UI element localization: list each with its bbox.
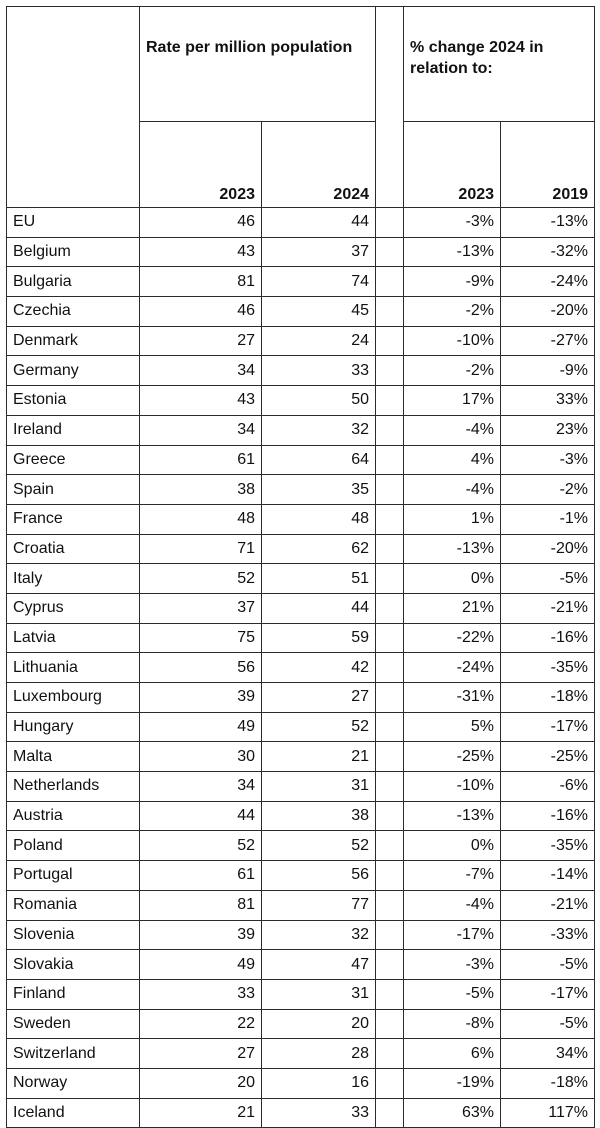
change-2023-cell: -5%: [404, 979, 501, 1009]
country-cell: France: [7, 504, 140, 534]
change-2019-cell: -18%: [501, 683, 595, 713]
change-2023-cell: -17%: [404, 920, 501, 950]
country-cell: Poland: [7, 831, 140, 861]
separator-cell: [376, 297, 404, 327]
change-2023-cell: -13%: [404, 801, 501, 831]
separator-cell: [376, 1068, 404, 1098]
rate-2024-cell: 74: [262, 267, 376, 297]
rate-2023-cell: 43: [140, 237, 262, 267]
country-cell: Belgium: [7, 237, 140, 267]
rate-2023-cell: 52: [140, 564, 262, 594]
rate-2023-cell: 21: [140, 1098, 262, 1128]
change-2019-cell: -17%: [501, 979, 595, 1009]
country-cell: Lithuania: [7, 653, 140, 683]
rate-2024-cell: 38: [262, 801, 376, 831]
table-row: [7, 208, 595, 238]
rate-2023-cell: 34: [140, 415, 262, 445]
change-2023-cell: -2%: [404, 356, 501, 386]
separator-cell: [376, 237, 404, 267]
column-header-change-2023: 2023: [404, 122, 501, 208]
change-2019-cell: -20%: [501, 534, 595, 564]
table-body: [7, 7, 595, 1128]
table-row: [7, 267, 595, 297]
rate-2023-cell: 81: [140, 890, 262, 920]
change-2019-cell: -5%: [501, 564, 595, 594]
column-header-change-2019: 2019: [501, 122, 595, 208]
rate-2023-cell: 27: [140, 1039, 262, 1069]
table-row: [7, 1009, 595, 1039]
change-2019-cell: -32%: [501, 237, 595, 267]
table-row: [7, 979, 595, 1009]
separator-cell: [376, 534, 404, 564]
table-row: [7, 1098, 595, 1128]
separator-cell: [376, 623, 404, 653]
table-row: [7, 386, 595, 416]
separator-cell: [376, 861, 404, 891]
separator-cell: [376, 801, 404, 831]
rate-2023-cell: 46: [140, 297, 262, 327]
rate-2024-cell: 16: [262, 1068, 376, 1098]
change-2019-cell: -6%: [501, 772, 595, 802]
rate-2023-cell: 43: [140, 386, 262, 416]
table-row: [7, 504, 595, 534]
change-2019-cell: -13%: [501, 208, 595, 238]
country-cell: Italy: [7, 564, 140, 594]
rate-2023-cell: 75: [140, 623, 262, 653]
change-2023-cell: -3%: [404, 208, 501, 238]
rate-2024-cell: 48: [262, 504, 376, 534]
change-2019-cell: 34%: [501, 1039, 595, 1069]
change-2019-cell: -16%: [501, 801, 595, 831]
table-row: [7, 534, 595, 564]
separator-cell: [376, 831, 404, 861]
change-2019-cell: -27%: [501, 326, 595, 356]
change-2023-cell: -2%: [404, 297, 501, 327]
change-2023-cell: -3%: [404, 950, 501, 980]
country-cell: Netherlands: [7, 772, 140, 802]
separator-cell: [376, 772, 404, 802]
separator-cell: [376, 1009, 404, 1039]
change-2023-cell: 6%: [404, 1039, 501, 1069]
change-2023-cell: 1%: [404, 504, 501, 534]
separator-cell: [376, 356, 404, 386]
change-2019-cell: 117%: [501, 1098, 595, 1128]
country-cell: Portugal: [7, 861, 140, 891]
change-2019-cell: -2%: [501, 475, 595, 505]
table-row: [7, 593, 595, 623]
country-cell: Germany: [7, 356, 140, 386]
country-cell: Slovakia: [7, 950, 140, 980]
change-2023-cell: -22%: [404, 623, 501, 653]
country-cell: Iceland: [7, 1098, 140, 1128]
change-2019-cell: 23%: [501, 415, 595, 445]
separator-cell: [376, 950, 404, 980]
change-2019-cell: -18%: [501, 1068, 595, 1098]
change-2019-cell: -3%: [501, 445, 595, 475]
country-cell: EU: [7, 208, 140, 238]
change-2019-cell: 33%: [501, 386, 595, 416]
change-2023-cell: 63%: [404, 1098, 501, 1128]
separator-cell: [376, 742, 404, 772]
change-2023-cell: -9%: [404, 267, 501, 297]
country-cell: Austria: [7, 801, 140, 831]
separator-cell: [376, 653, 404, 683]
table-row: [7, 297, 595, 327]
rate-2024-cell: 51: [262, 564, 376, 594]
change-2023-cell: 21%: [404, 593, 501, 623]
change-2023-cell: -8%: [404, 1009, 501, 1039]
change-2019-cell: -33%: [501, 920, 595, 950]
country-cell: Finland: [7, 979, 140, 1009]
change-2023-cell: -4%: [404, 415, 501, 445]
separator-cell: [376, 920, 404, 950]
change-2019-cell: -20%: [501, 297, 595, 327]
change-2019-cell: -35%: [501, 831, 595, 861]
separator-cell: [376, 712, 404, 742]
rate-2023-cell: 48: [140, 504, 262, 534]
rate-2023-cell: 37: [140, 593, 262, 623]
separator-cell: [376, 504, 404, 534]
rate-2023-cell: 71: [140, 534, 262, 564]
change-group-header: % change 2024 in relation to:: [404, 7, 595, 122]
table-row: [7, 475, 595, 505]
separator-cell: [376, 1039, 404, 1069]
rate-table: [6, 6, 595, 1128]
change-2023-cell: -7%: [404, 861, 501, 891]
table-row: [7, 890, 595, 920]
country-cell: Luxembourg: [7, 683, 140, 713]
country-cell: Greece: [7, 445, 140, 475]
rate-2024-cell: 33: [262, 1098, 376, 1128]
country-cell: Romania: [7, 890, 140, 920]
rate-2024-cell: 47: [262, 950, 376, 980]
separator-cell: [376, 267, 404, 297]
table-row: [7, 326, 595, 356]
separator-cell: [376, 445, 404, 475]
rate-2023-cell: 44: [140, 801, 262, 831]
rate-2023-cell: 61: [140, 445, 262, 475]
rate-2024-cell: 64: [262, 445, 376, 475]
change-2019-cell: -17%: [501, 712, 595, 742]
separator-column-header: [376, 7, 404, 208]
change-2023-cell: 17%: [404, 386, 501, 416]
rate-2024-cell: 31: [262, 979, 376, 1009]
change-2019-cell: -21%: [501, 593, 595, 623]
change-2019-cell: -16%: [501, 623, 595, 653]
rate-2024-cell: 37: [262, 237, 376, 267]
change-2023-cell: -19%: [404, 1068, 501, 1098]
table-row: [7, 801, 595, 831]
rate-group-header: Rate per million population: [140, 7, 376, 122]
rate-2024-cell: 32: [262, 415, 376, 445]
separator-cell: [376, 208, 404, 238]
table-row: [7, 742, 595, 772]
rate-2024-cell: 32: [262, 920, 376, 950]
rate-2024-cell: 52: [262, 712, 376, 742]
rate-2023-cell: 49: [140, 950, 262, 980]
country-cell: Denmark: [7, 326, 140, 356]
country-cell: Croatia: [7, 534, 140, 564]
column-header-rate-2023: 2023: [140, 122, 262, 208]
change-2019-cell: -9%: [501, 356, 595, 386]
rate-2023-cell: 20: [140, 1068, 262, 1098]
table-row: [7, 237, 595, 267]
rate-2024-cell: 20: [262, 1009, 376, 1039]
rate-2023-cell: 33: [140, 979, 262, 1009]
country-cell: Latvia: [7, 623, 140, 653]
rate-2023-cell: 34: [140, 356, 262, 386]
rate-2023-cell: 30: [140, 742, 262, 772]
change-2023-cell: -4%: [404, 475, 501, 505]
separator-cell: [376, 326, 404, 356]
table-row: [7, 950, 595, 980]
table-row: [7, 356, 595, 386]
rate-2024-cell: 24: [262, 326, 376, 356]
separator-cell: [376, 386, 404, 416]
header-row-groups: [7, 7, 595, 122]
change-2019-cell: -1%: [501, 504, 595, 534]
rate-2024-cell: 52: [262, 831, 376, 861]
country-cell: Sweden: [7, 1009, 140, 1039]
separator-cell: [376, 683, 404, 713]
table-row: [7, 861, 595, 891]
rate-2024-cell: 56: [262, 861, 376, 891]
rate-2023-cell: 56: [140, 653, 262, 683]
table-row: [7, 564, 595, 594]
rate-2024-cell: 33: [262, 356, 376, 386]
change-2023-cell: 5%: [404, 712, 501, 742]
change-2023-cell: -4%: [404, 890, 501, 920]
table-row: [7, 445, 595, 475]
rate-2023-cell: 49: [140, 712, 262, 742]
table-row: [7, 1068, 595, 1098]
rate-2024-cell: 31: [262, 772, 376, 802]
rate-2023-cell: 39: [140, 683, 262, 713]
table-row: [7, 831, 595, 861]
rate-2024-cell: 45: [262, 297, 376, 327]
change-2019-cell: -14%: [501, 861, 595, 891]
rate-2024-cell: 50: [262, 386, 376, 416]
country-cell: Ireland: [7, 415, 140, 445]
country-cell: Switzerland: [7, 1039, 140, 1069]
table-row: [7, 653, 595, 683]
column-header-rate-2024: 2024: [262, 122, 376, 208]
country-cell: Bulgaria: [7, 267, 140, 297]
rate-2023-cell: 61: [140, 861, 262, 891]
change-2023-cell: 0%: [404, 831, 501, 861]
separator-cell: [376, 475, 404, 505]
rate-2024-cell: 77: [262, 890, 376, 920]
change-2019-cell: -5%: [501, 950, 595, 980]
country-cell: Czechia: [7, 297, 140, 327]
table-row: [7, 1039, 595, 1069]
rate-2024-cell: 59: [262, 623, 376, 653]
rate-2023-cell: 34: [140, 772, 262, 802]
change-2023-cell: -10%: [404, 772, 501, 802]
change-2023-cell: 4%: [404, 445, 501, 475]
rate-2023-cell: 46: [140, 208, 262, 238]
country-cell: Malta: [7, 742, 140, 772]
change-2023-cell: -31%: [404, 683, 501, 713]
separator-cell: [376, 1098, 404, 1128]
table-row: [7, 920, 595, 950]
change-2023-cell: -24%: [404, 653, 501, 683]
country-cell: Estonia: [7, 386, 140, 416]
country-cell: Spain: [7, 475, 140, 505]
separator-cell: [376, 890, 404, 920]
change-2023-cell: 0%: [404, 564, 501, 594]
rate-2024-cell: 44: [262, 593, 376, 623]
change-2019-cell: -5%: [501, 1009, 595, 1039]
table-row: [7, 712, 595, 742]
change-2019-cell: -24%: [501, 267, 595, 297]
country-cell: Slovenia: [7, 920, 140, 950]
change-2019-cell: -35%: [501, 653, 595, 683]
change-2023-cell: -13%: [404, 237, 501, 267]
rate-2024-cell: 27: [262, 683, 376, 713]
rate-2024-cell: 21: [262, 742, 376, 772]
rate-2024-cell: 28: [262, 1039, 376, 1069]
change-2023-cell: -10%: [404, 326, 501, 356]
rate-2023-cell: 27: [140, 326, 262, 356]
table-row: [7, 415, 595, 445]
country-cell: Hungary: [7, 712, 140, 742]
table-row: [7, 683, 595, 713]
change-2019-cell: -25%: [501, 742, 595, 772]
rate-2024-cell: 62: [262, 534, 376, 564]
country-cell: Cyprus: [7, 593, 140, 623]
separator-cell: [376, 564, 404, 594]
separator-cell: [376, 415, 404, 445]
table-row: [7, 623, 595, 653]
separator-cell: [376, 979, 404, 1009]
rate-2023-cell: 22: [140, 1009, 262, 1039]
table-row: [7, 772, 595, 802]
rate-2023-cell: 38: [140, 475, 262, 505]
change-2023-cell: -13%: [404, 534, 501, 564]
rate-2024-cell: 35: [262, 475, 376, 505]
rate-2023-cell: 52: [140, 831, 262, 861]
separator-cell: [376, 593, 404, 623]
change-2019-cell: -21%: [501, 890, 595, 920]
header-country-cell: [7, 7, 140, 208]
change-2023-cell: -25%: [404, 742, 501, 772]
rate-2023-cell: 81: [140, 267, 262, 297]
rate-2023-cell: 39: [140, 920, 262, 950]
rate-2024-cell: 44: [262, 208, 376, 238]
country-cell: Norway: [7, 1068, 140, 1098]
rate-2024-cell: 42: [262, 653, 376, 683]
